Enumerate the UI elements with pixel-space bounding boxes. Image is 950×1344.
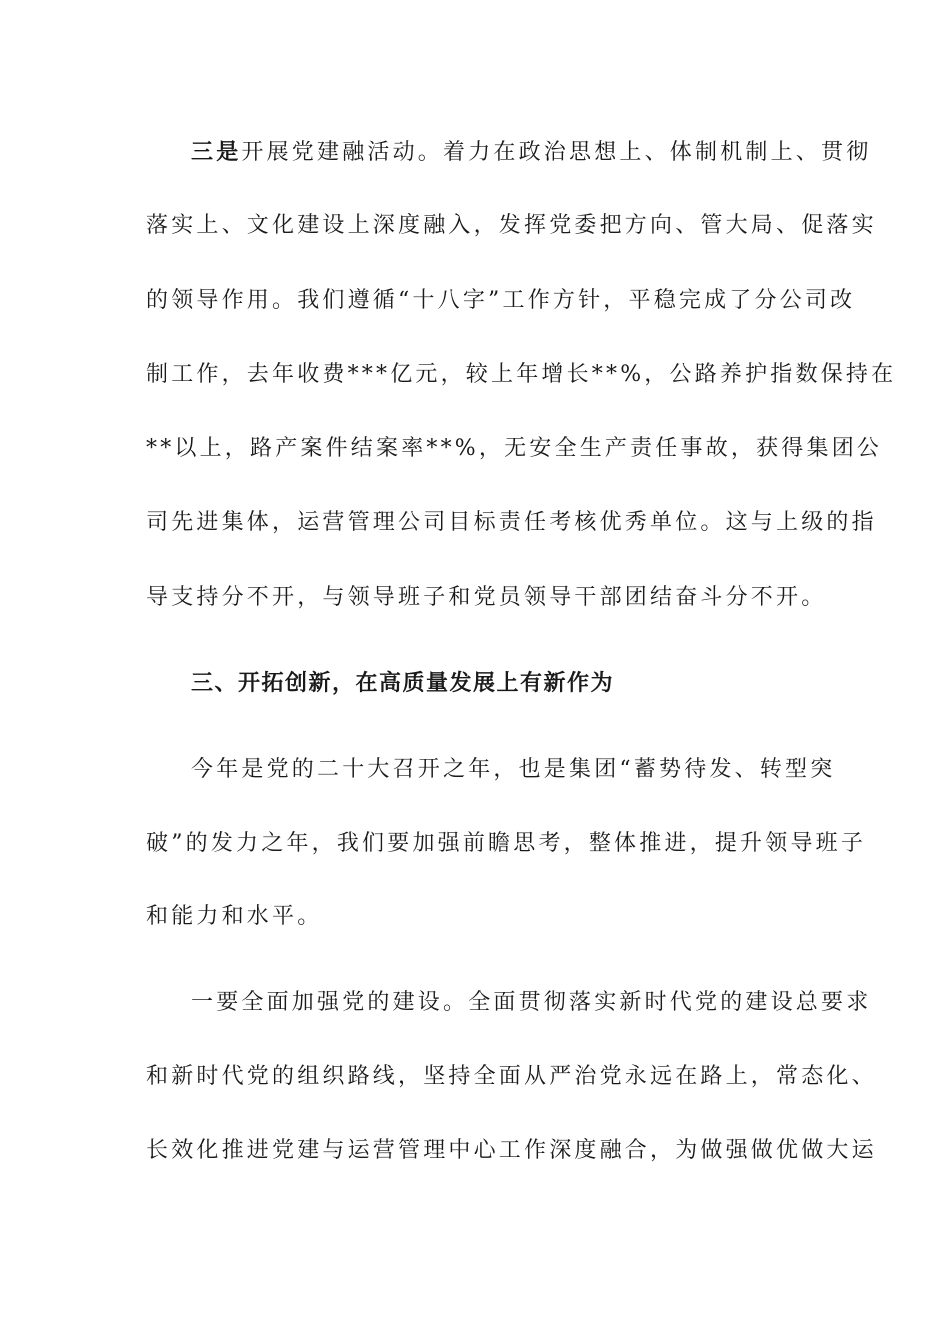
paragraph1-line7: 导支持分不开，与领导班子和党员领导干部团结奋斗分不开。 — [146, 585, 827, 610]
section-heading: 三、开拓创新，在高质量发展上有新作为 — [191, 671, 615, 696]
paragraph3-line3: 长效化推进党建与运营管理中心工作深度融合，为做强做优做大运 — [146, 1138, 877, 1163]
paragraph1-line3: 的领导作用。我们遵循“十八字”工作方针，平稳完成了分公司改 — [146, 288, 856, 313]
paragraph1-lead: 三是 — [191, 139, 242, 165]
paragraph1-line6: 司先进集体，运营管理公司目标责任考核优秀单位。这与上级的指 — [146, 510, 877, 535]
paragraph1-line4: 制工作，去年收费***亿元，较上年增长**%，公路养护指数保持在 — [146, 362, 897, 387]
paragraph1-line2: 落实上、文化建设上深度融入，发挥党委把方向、管大局、促落实 — [146, 213, 877, 238]
paragraph1-line1-text: 开展党建融活动。着力在政治思想上、体制机制上、贯彻 — [241, 140, 872, 165]
paragraph1-line5: **以上，路产案件结案率**%，无安全生产责任事故，获得集团公 — [146, 436, 883, 461]
paragraph2-line2: 破”的发力之年，我们要加强前瞻思考，整体推进，提升领导班子 — [146, 831, 867, 856]
paragraph3-line2: 和新时代党的组织路线，坚持全面从严治党永远在路上，常态化、 — [146, 1064, 877, 1089]
paragraph3-line1: 一要全面加强党的建设。全面贯彻落实新时代党的建设总要求 — [191, 990, 872, 1015]
paragraph2-line1: 今年是党的二十大召开之年，也是集团“蓄势待发、转型突 — [191, 757, 836, 782]
paragraph2-line3: 和能力和水平。 — [146, 904, 323, 929]
paragraph1-line1 — [191, 137, 871, 168]
